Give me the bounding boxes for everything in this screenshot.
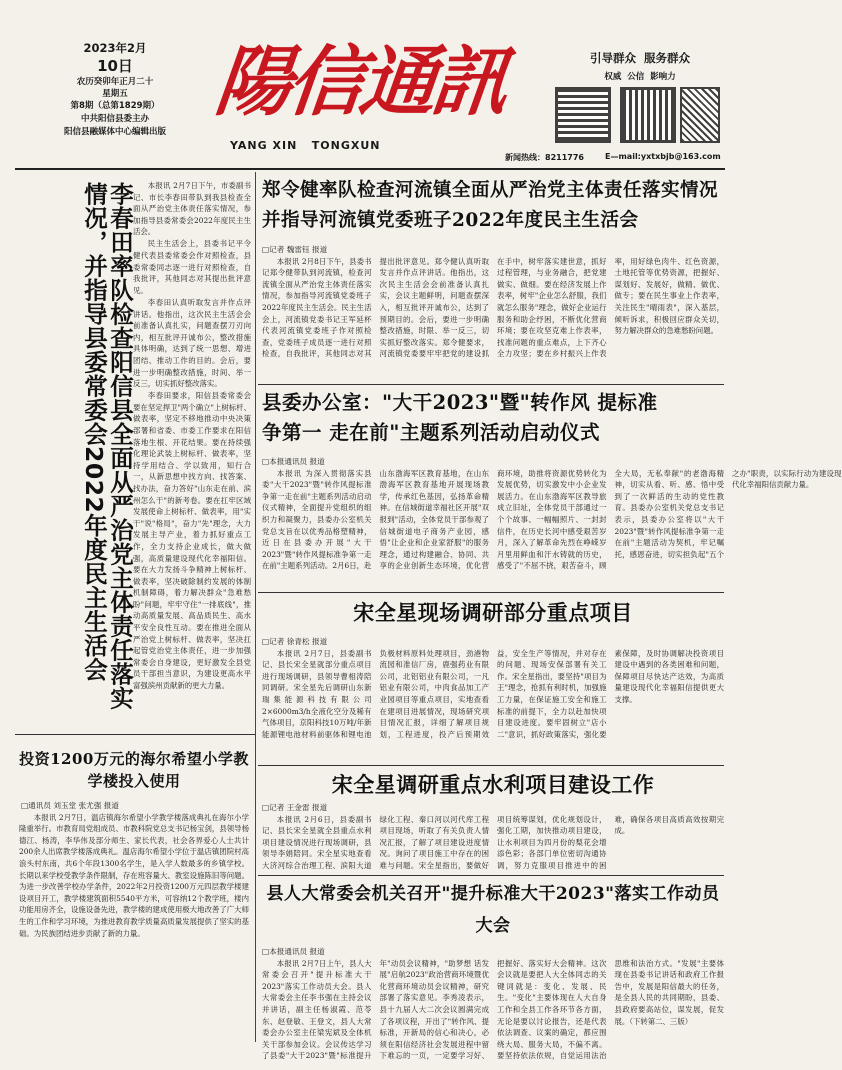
date-block (20, 40, 210, 170)
slogan-sub: 权威 公信 影响力 (604, 72, 676, 82)
article-office-campaign (262, 388, 842, 588)
qr-code-icon (620, 87, 676, 143)
weekday: 星期五 (102, 89, 128, 99)
article2-title-line2: 争第一 走在前"主题系列活动启动仪式 (262, 421, 600, 444)
section-divider (258, 875, 724, 876)
lead-vertical-article (15, 172, 255, 732)
logo-text: 陽信通訊 (211, 37, 509, 126)
logo-pinyin: YANG XIN TONGXUN (230, 139, 381, 152)
lead-vertical-title: 李春田率队检查阳信县全面从严治党主体责任落实情况，并指导县委常委会2022年度民主生活会 (80, 182, 134, 710)
section-divider (258, 592, 724, 593)
article4-title: 宋全星调研重点水利项目建设工作 (331, 772, 655, 797)
article5-byline: □本报通讯员 报道 (262, 947, 325, 956)
article3-byline: □记者 徐青松 报道 (262, 637, 328, 646)
article1-body: 本报讯 2月8日下午，县委书记郑令健带队到河流镇，检查河流镇全面从严治党主体责任落实情况，参加指导河流镇党委班子2022年度民主生活会。民主生活会上，河流镇党委书记王军延杯代表河流镇党委班子作对照检查，党委班子成员逐一进行对照检查，自我批评，其他同志对其提出批评意见。郑令健认真听取发言并作点评讲话。他指出，这次民主生活会会前准备认真扎实，会议主题鲜明，问题查摆深入，相互批评开诚布公，达到了预期目的。会后，要进一步明确整改措施，时限、举一反三，切实抓好整改落实。郑令健要求，河流镇党委要牢牢把党的建设抓在手中，树牢落实建世意，抓好过程管理，与业务融合，把党建做实、做细。要在经济发展上作表率，树牢"企业怎么舒服，我们就怎么服务"理念，做好企业运行服务和助企纾困，不断优化营商环境；要在攻坚克难上作表率，找准问题的重点难点，上下齐心全力攻坚；要在乡村振兴上作表率，用好绿色肉牛、红色资源，土地托管等优势资源，把握好、谋划好、发展好，做精、做优、做专；要在民生事业上作表率，关注民生"晴雨表"，深入基层，倾听诉求，积极回应群众关切，努力解决群众的急难愁盼问题。 (262, 256, 724, 359)
article5-body: 本报讯 2月7日上午，县人大常委会召开"提升标准大干2023"落实工作动员大会。县人大常委会主任李书强在主持会议并讲话，副主任杨淑霞、范苓东、赵登敏、王登文，县人大常委会办公室主任梁宪斌及全体机关干部参加会议。会议传达学习了县委"大干2023"暨"标准提升年"动员会议精神，"助梦想 话发展"启航2023"政治营商环境暨优化营商环境动员会议精神，研究部署了落实意见。李秀凌表示，县十九届人大二次会议圆满完成了各项议程，开出了"转作风、提标准，开新局的信心和决心，必须在阳信经济社会发展进程中留下难忘的一页，一定要学习好、把握好、落实好大会精神。这次会议就是要把人大全体同志的关键词就是：变化、发展、民生。"变化"主要体现在人大自身工作和全县工作各环节各方面，无论是要以讨论报告，还是代表依法调查、议案的确定，都应围绕大局、服务大局，不偏不离。要坚持依法依规，自觉运用法治思维和法治方式。"发展"主要体现在县委书记讲话和政府工作报告中，发展是阳信最大的任务，是全县人民的共同期盼，县委、县政府要高站位，谋发展，促发展。（下转第二、三版） (262, 958, 724, 1061)
article-school-body: 本报讯 2月7日，温店镇海尔希望小学教学楼落成典礼在海尔小学隆重举行。市教育局党组成员、市教科院党总支书记杨宝剑，县领导杨德江、杨涛，李华伟及部分师生、家长代表，社会各界爱心人士共计200余人出席教学楼落成典礼。温店海尔希望小学位于温店镇团院村高浪头村东南，共6个年段1300名学生，是入学人数最多的乡镇学校。长期以来学校受教学条件限制，存在班容量大、教室设施陈旧等问题。为进一步改善学校办学条件，2022年2月投资1200万元四层教学楼建设项目开工，教学楼建筑面积5540平方米，可容纳12个教学班，楼内功能用房齐全，设施设备先进，教学楼的建成使用极大地改善了广大师生的工作和学习环境，为推进教育教学质量高质量发展提供了坚实的基础。为民族团结进步贡献了新的力量。 (19, 812, 249, 938)
lead-vertical-body: 本报讯 2月7日下午，市委副书记、市长李春田带队到我县检查全面从严治党主体责任落实情况，参加指导县委常委会2022年度民主生活会。 民主生活会上，县委书记平令健代表县委常委会作对照检查，县委常委同志逐一进行对照检查，自我批评，其他同志对其提出批评意见。 李春田认真听取发言并作点评讲话。他指出，这次民主生活会会前准备认真扎实，问题查摆刀刃向内，相互批评开诚布公，整改措施具体明确，达到了统一思想、增进团结、推动工作的目的。会后，要进一步明确整改措施，时间、举一反三，切实抓好整改落实。 李春田要求，阳信县委常委会要在坚定捍卫"两个确立"上树标杆、做表率，坚定不移地推动中央决策部署和省委、市委工作要求在阳信落地生根、开花结果。要在持续强化理论武装上树标杆、做表率，坚持学用结合、学以致用，知行合一，从新思想中找方向、找答案、找办法，奋力答好"山东走在前、滨州怎么干"的新考卷。要在扛牢区域发展使命上树标杆、做表率，用"实干"说"格局"，奋力"先"理念，大力发展主导产业，着力抓好重点工作，全力支持企业成长，做大做强，高质量建设现代化幸福阳信。要在大力发扬斗争精神上树标杆、做表率，坚决破除制约发展的体制机制障碍，着力解决群众"急难愁盼"问题，牢牢守住"一排底线"，推动高质量发展、高品质民生、高水平安全良性互动。要在推进全面从严治党上树标杆、做表率，坚决扛起管党治党主体责任，进一步加强常委会自身建设，更好激发全县党员干部担当意识，为建设更高水平富强滨州贡献新的更大力量。 (133, 181, 251, 691)
masthead-divider (15, 168, 725, 170)
article1-byline: □记者 魏雷钰 报道 (262, 245, 328, 254)
qr-code-icon (680, 87, 720, 143)
article-school-byline: □通讯员 刘玉堂 张尤强 报道 (21, 801, 119, 810)
article5-title: 县人大常委会机关召开"提升标准大干2023"落实工作动员大会 (266, 884, 720, 936)
date-day: 10日 (97, 57, 133, 75)
article-school (15, 736, 253, 1042)
article1-title-line2: 并指导河流镇党委班子2022年度民主生活会 (262, 210, 639, 231)
article4-body: 本报讯 2月6日，县委副书记、县长宋全星就全县重点水利项目建设情况进行现场调研，县领导李娟陪同。宋全星实地查看大济河综合治理工程、滨阳大道绿化工程、秦口河以河代库工程项目现场，听取了有关负责人情况汇报，了解了项目建设进度情况。询问了项目施工中存在的困难与问题。宋全星指出，要做好项目统筹谋划，优化规划设计，强化工期，加快推动项目建设，让水利项目为四月份的梨花会增添色彩；各部门单位密切沟通协调，努力克服项目推进中的困难，确保各项目高质高效按期完成。 (262, 814, 724, 870)
publisher: 阳信县融媒体中心编辑出版 (63, 127, 166, 137)
article1-title-line1: 郑令健率队检查河流镇全面从严治党主体责任落实情况 (262, 180, 719, 201)
article3-body: 本报讯 2月7日，县委副书记、县长宋全星就部分重点项目进行现场调研，县领导曹相涛陪同调研。宋全星先后调研山东新瑞集能源科技有限公司2×6000m3/h全液化空分及稀有气体项目，京阳科技10万吨/年新能源锂电池材料前驱体和锂电池负极材料原料处理项目，劲港物流园和准信厂房，鹿强药业有限公司，北铝铝业有限公司，一凡铝业有限公司，中肉食品加工产业园项目等重点项目，实地查看在建项目进展情况，现场研究项目情况汇报，详细了解项目规划，工程进度，投产后预期效益，安全生产等情况，并对存在的问题、现场安保部署有关工作。宋全星指出，要坚持"项目为王"理念，抢抓有利时机，加强施工力量，在保证施工安全和施工标准的前提下，全力以赴加快项目建设进度。要牢固树立"店小二"意识，抓好政策落实，强化要素保障，及时协调解决投资项目建设中遇到的各类困难和问题，保障项目尽快达产达效，为高质量建设现代化幸福阳信提供更大支撑。 (262, 648, 724, 739)
date-year-month: 2023年2月 (83, 41, 147, 55)
section-divider (15, 734, 255, 735)
article-npc-mobilization (262, 878, 724, 1061)
article-song-projects (262, 596, 724, 761)
article2-byline: □本报通讯员 报道 (262, 457, 325, 466)
issue-number: 第8期（总第1829期） (70, 101, 160, 111)
article-school-title: 投资1200万元的海尔希望小学教学楼投入使用 (19, 750, 249, 790)
article3-title: 宋全星现场调研部分重点项目 (353, 600, 633, 625)
section-divider (258, 384, 724, 385)
slogan: 引导群众 服务群众 (589, 51, 690, 65)
lunar-date: 农历癸卯年正月二十 (76, 77, 154, 87)
sponsor: 中共阳信县委主办 (80, 114, 149, 124)
article4-byline: □记者 王金雷 报道 (262, 803, 328, 812)
qr-code-icon (555, 87, 611, 143)
email: E—mail:yxtxbjb@163.com (605, 152, 721, 161)
article2-title-line1: 县委办公室："大干2023"暨"转作风 提标准 (262, 391, 658, 414)
masthead-logo (210, 30, 510, 140)
hotline: 新闻热线：8211776 (505, 153, 584, 162)
article2-body: 本报讯 为深入贯彻落实县委"大干2023"暨"转作风提标准争第一走在前"主题系列活动启动仪式精神，全面提升党组织的组织力和凝聚力，县委办公室机关党总支旨在以优秀品格塑精神，近日在县委办开展"大干2023"暨"转作风提标准争第一走在前"主题系列活动。2月6日，赴山东渤海军区教育基地，在山东渤海军区教育基地开展现场教学，传承红色基因，弘扬革命精神。在信城街道幸福社区开展"双报到"活动，全体党员干部参观了信城街道电子商务产业园，感悟"让企业和企业家舒服"的服务理念，通过构建融合、协同、共享的企业创新生态环境，优化营商环境，助推将资源优势转化为发展优势，切实激发中小企业发展活力。在山东渤海军区教导旅成立旧址，全体党员干部通过一个个故事、一幅幅照片、一封封信件，在历史长河中感受艰苦岁月，深入了解革命先烈在峥嵘岁月里用鲜血和汗水铸就的历史，感受了"不屈不挠，艰苦奋斗，顾全大局，无私奉献"的老渤海精神，切实从看、听、感、悟中受到了一次鲜活的生动的党性教育。县委办公室机关党总支书记表示，县委办公室将以"大干2023"暨"转作风提标准争第一走在前"主题活动为契机，牢记嘱托，感恩奋进，切实担负起"五个之办"职责，以实际行动为建设现代化幸福阳信贡献力量。 (262, 468, 842, 571)
column-divider (255, 172, 256, 1042)
article-zheng-inspection (262, 176, 724, 376)
article-song-water (262, 768, 724, 873)
section-divider (258, 765, 724, 766)
masthead (0, 0, 735, 172)
